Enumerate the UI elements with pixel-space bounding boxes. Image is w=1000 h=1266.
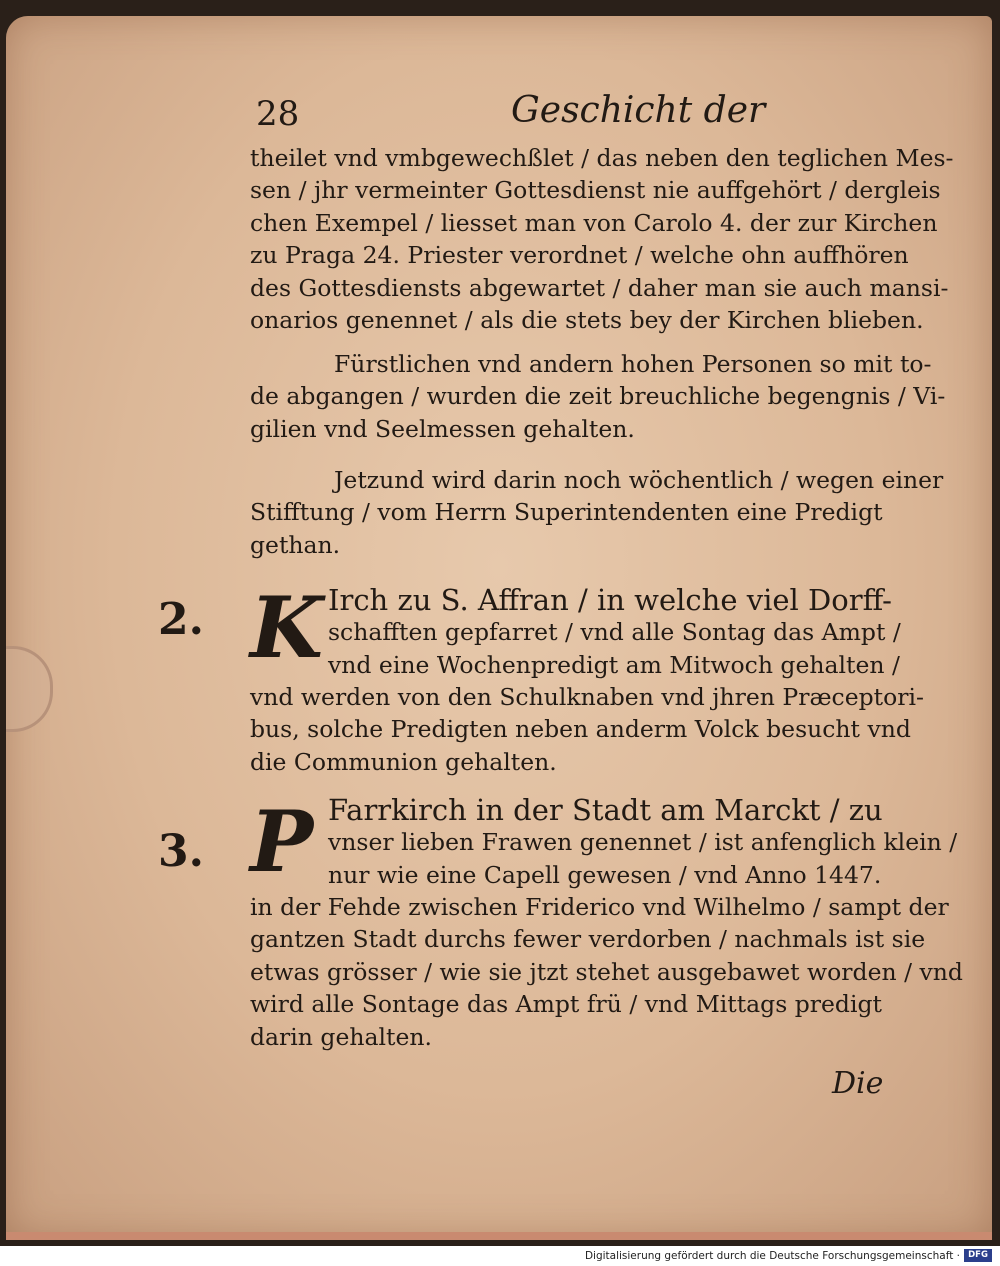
text-line: chen Exempel / liesset man von Carolo 4. der zur Kirchen — [250, 208, 938, 237]
text-line: theilet vnd vmbgewechßlet / das neben den teglichen Mes- — [250, 144, 954, 172]
text-line: vnd werden von den Schulknaben vnd jhren Præceptori- — [250, 683, 924, 711]
dfg-logo: DFG — [964, 1249, 992, 1262]
section-number-3: 3. — [158, 826, 204, 877]
text-line: de abgangen / wurden die zeit breuchliche begengnis / Vi- — [250, 382, 946, 411]
text-line: nur wie eine Capell gewesen / vnd Anno 1447. — [328, 860, 882, 889]
text-line: wird alle Sontage das Ampt frü / vnd Mittags predigt — [250, 990, 882, 1019]
text-line: zu Praga 24. Priester verordnet / welche ohn auffhören — [250, 241, 909, 270]
page-bottom-edge — [6, 1232, 992, 1240]
footer-bar — [0, 1246, 1000, 1266]
text-line: gethan. — [250, 530, 341, 559]
funding-credit: Digitalisierung gefördert durch die Deutsche Forschungsgemeinschaft · — [584, 1250, 960, 1262]
text-line: etwas grösser / wie sie jtzt stehet ausgebawet worden / vnd — [250, 957, 963, 986]
text-line: vnd eine Wochenpredigt am Mitwoch gehalten / — [328, 650, 900, 679]
text-line: gilien vnd Seelmessen gehalten. — [250, 414, 635, 443]
page-edge-tab — [6, 646, 53, 732]
catchword: Die — [832, 1066, 884, 1101]
text-line: Jetzund wird darin noch wöchentlich / wegen einer — [334, 466, 944, 494]
intro-paragraph — [250, 142, 954, 336]
text-line: des Gottesdiensts abgewartet / daher man sie auch mansi- — [250, 273, 949, 302]
section-3-text — [250, 891, 963, 1053]
section-3-indented-text — [328, 794, 957, 891]
text-line: bus, solche Predigten neben anderm Volck besucht vnd — [250, 715, 911, 744]
text-line: gantzen Stadt durchs fewer verdorben / nachmals ist sie — [250, 925, 926, 954]
running-head: Geschicht der — [511, 90, 766, 131]
text-line: Fürstlichen vnd andern hohen Personen so mit to- — [334, 350, 932, 378]
section-2-indented-text — [328, 584, 901, 681]
text-line: in der Fehde zwischen Friderico vnd Wilhelmo / sampt der — [250, 893, 949, 921]
text-line: darin gehalten. — [250, 1022, 432, 1051]
section-2-text — [250, 681, 924, 778]
page-number: 28 — [256, 94, 300, 134]
text-line: vnser lieben Frawen genennet / ist anfenglich klein / — [328, 828, 958, 857]
section-number-2: 2. — [158, 594, 204, 645]
paragraph-funerals — [250, 348, 945, 445]
text-line: schafften gepfarret / vnd alle Sontag das Ampt / — [328, 618, 901, 647]
text-line: onarios genennet / als die stets bey der Kirchen blieben. — [250, 305, 924, 334]
page-header — [6, 86, 992, 136]
book-page — [6, 16, 992, 1238]
drop-cap-initial: K — [250, 578, 324, 677]
paragraph-sermon — [250, 464, 943, 561]
text-line: Farrkirch in der Stadt am Marckt / zu — [328, 793, 883, 827]
text-line: Irch zu S. Affran / in welche viel Dorff- — [328, 583, 892, 617]
drop-cap-initial: P — [250, 792, 314, 891]
text-line: sen / jhr vermeinter Gottesdienst nie auffgehört / dergleis — [250, 176, 941, 205]
text-line: Stifftung / vom Herrn Superintendenten eine Predigt — [250, 498, 883, 527]
text-line: die Communion gehalten. — [250, 747, 557, 776]
